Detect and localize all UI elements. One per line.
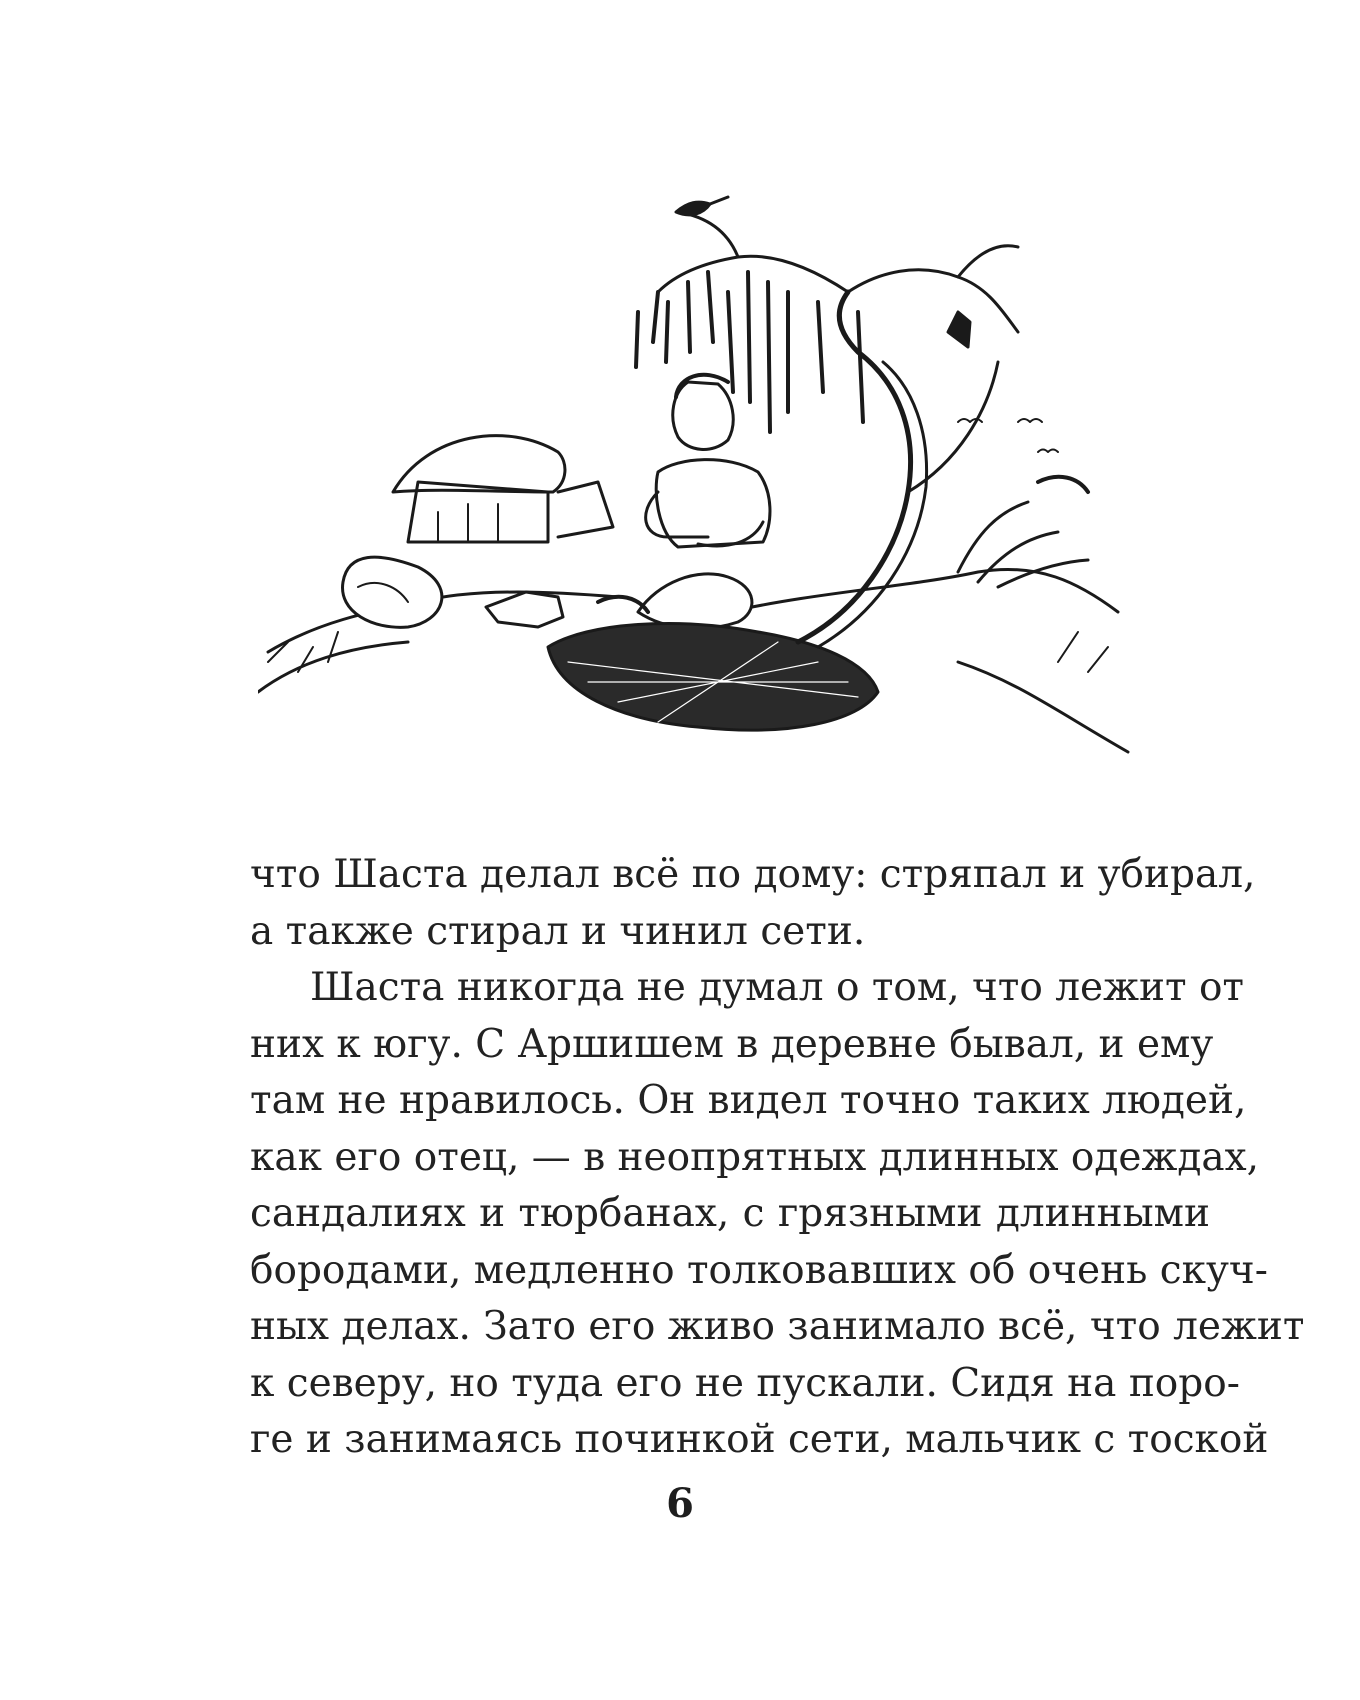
text-line: них к югу. С Аршишем в деревне бывал, и ему (250, 1021, 1214, 1067)
text-line: сандалиях и тюрбанах, с грязными длинными (250, 1191, 1210, 1236)
body-text (250, 847, 1305, 1469)
text-line: к северу, но туда его не пускали. Сидя на поро- (250, 1360, 1240, 1406)
text-line: как его отец, — в неопрятных длинных одеждах, (250, 1134, 1259, 1180)
text-line: Шаста никогда не думал о том, что лежит от (310, 965, 1245, 1010)
text-line: бородами, медленно толковавших об очень скуч- (250, 1247, 1268, 1293)
text-line: ных делах. Зато его живо занимало всё, что лежит (250, 1304, 1305, 1349)
boy-mending-net-illustration (258, 192, 1138, 792)
text-line: ге и занимаясь починкой сети, мальчик с тоской (250, 1417, 1269, 1462)
page-number: 6 (666, 1480, 694, 1527)
text-line: а также стирал и чинил сети. (250, 908, 866, 954)
illustration-svg (258, 192, 1138, 792)
text-line: там не нравилось. Он видел точно таких людей, (250, 1078, 1247, 1123)
text-line: что Шаста делал всё по дому: стряпал и убирал, (250, 852, 1256, 897)
